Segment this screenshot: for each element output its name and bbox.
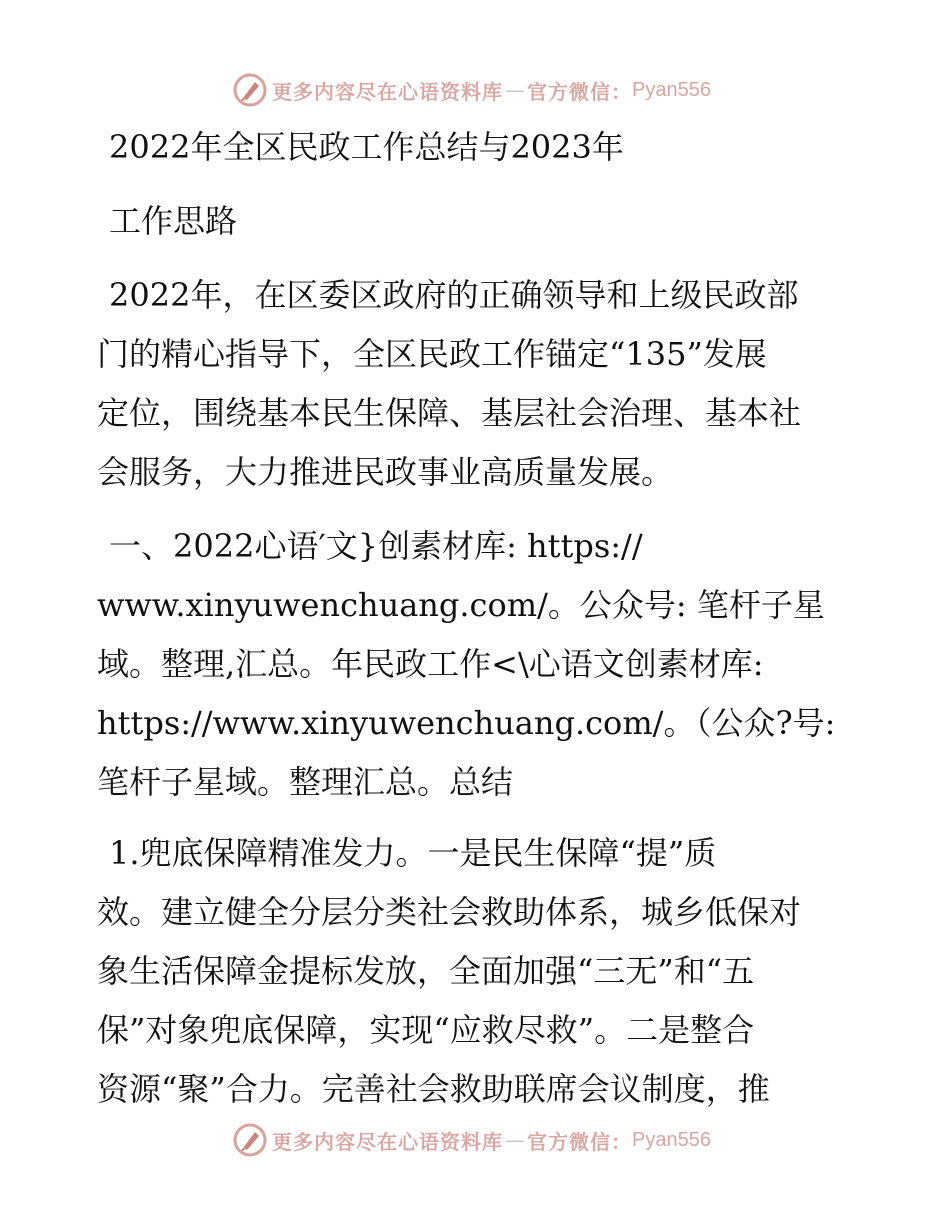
title-line-1: 2022年全区民政工作总结与2023年 xyxy=(109,128,624,166)
section-1-line-5: 笔杆子星域。整理汇总。总结 xyxy=(97,763,514,801)
item-1-line-4: 保”对象兜底保障，实现“应救尽救”。二是整合 xyxy=(97,1011,755,1049)
intro-line-3: 定位，围绕基本民生保障、基层社会治理、基本社 xyxy=(97,394,802,432)
section-1-line-4: https://www.xinyuwenchuang.com/。（公众?号: xyxy=(97,704,836,742)
item-1-line-1: 1.兜底保障精准发力。一是民生保障“提”质 xyxy=(109,834,717,872)
pen-nib-logo-icon xyxy=(232,1122,268,1158)
intro-line-1: 2022年，在区委区政府的正确领导和上级民政部 xyxy=(109,276,799,314)
section-1-line-1: 一、2022心语′文}创素材库: https:// xyxy=(109,527,643,565)
watermark-separator: — xyxy=(505,1128,525,1152)
watermark-text: 更多内容尽在心语资料库 xyxy=(272,79,503,104)
watermark-suffix: 官方微信： xyxy=(527,79,632,104)
item-1-line-2: 效。建立健全分层分类社会救助体系，城乡低保对 xyxy=(97,893,802,931)
header-watermark xyxy=(232,70,711,110)
intro-line-4: 会服务，大力推进民政事业高质量发展。 xyxy=(97,453,674,491)
watermark-separator: — xyxy=(505,78,525,102)
section-1-line-2: www.xinyuwenchuang.com/。公众号: 笔杆子星 xyxy=(97,586,825,624)
watermark-text: 更多内容尽在心语资料库 xyxy=(272,1129,503,1154)
section-1-line-3: 域。整理,汇总。年民政工作<\心语文创素材库: xyxy=(97,645,764,683)
item-1-line-5: 资源“聚”合力。完善社会救助联席会议制度，推 xyxy=(97,1070,770,1108)
item-1-line-3: 象生活保障金提标发放，全面加强“三无”和“五 xyxy=(97,952,755,990)
title-line-2: 工作思路 xyxy=(109,202,238,240)
watermark-suffix: 官方微信： xyxy=(527,1129,632,1154)
intro-line-2: 门的精心指导下，全区民政工作锚定“135”发展 xyxy=(97,335,767,373)
footer-watermark xyxy=(232,1120,711,1160)
watermark-account: Pyan556 xyxy=(632,1128,711,1151)
pen-nib-logo-icon xyxy=(232,72,268,108)
watermark-account: Pyan556 xyxy=(632,78,711,101)
